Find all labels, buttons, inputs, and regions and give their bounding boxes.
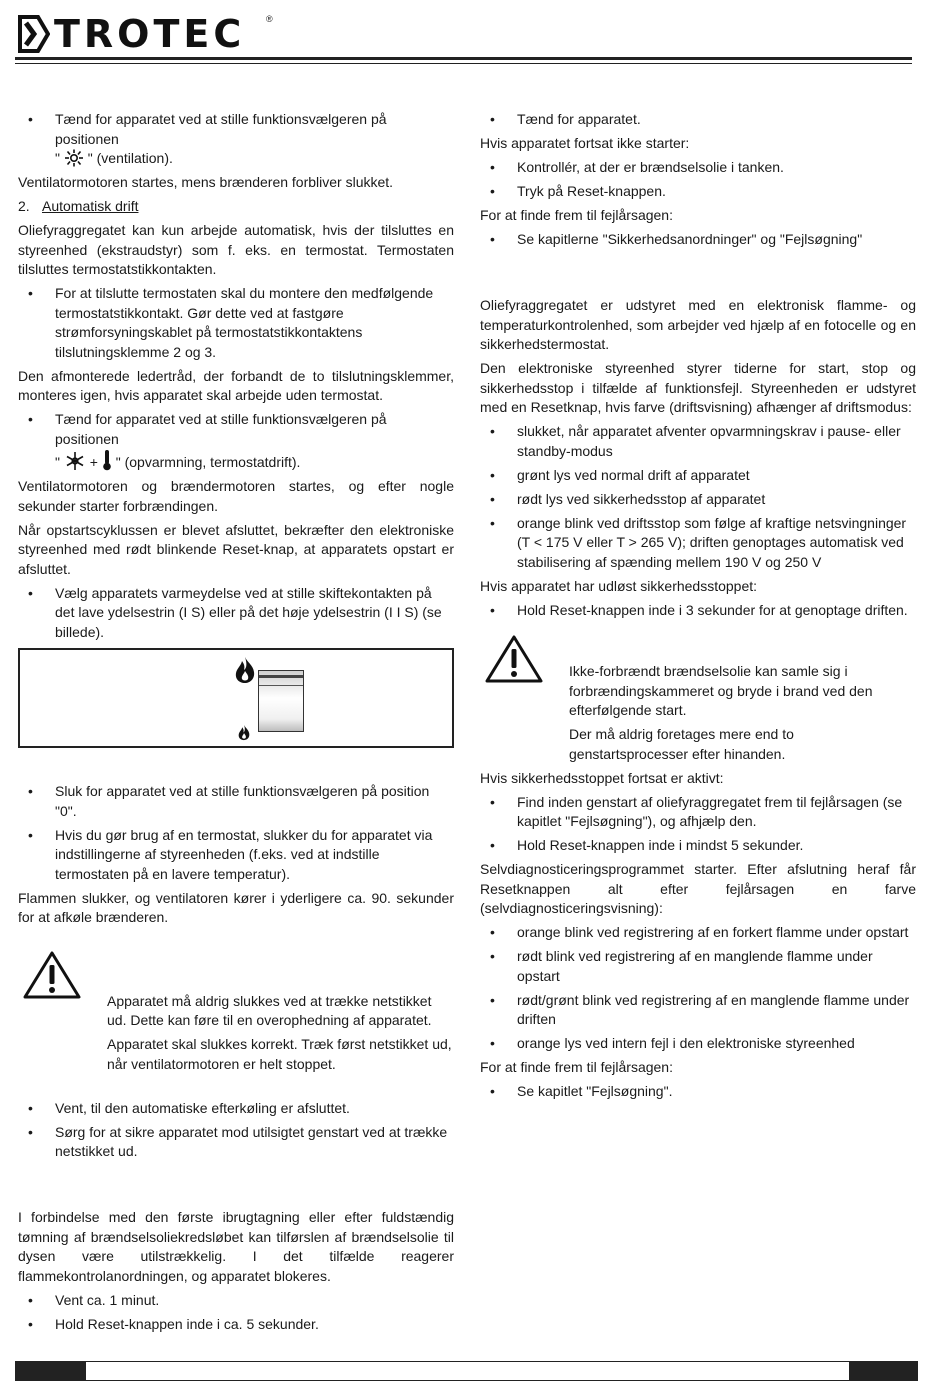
footer-bar (15, 1361, 918, 1381)
list-item: • rødt/grønt blink ved registrering af en manglende flamme under driften (480, 991, 916, 1030)
list-item: • grønt lys ved normal drift af apparatet (480, 466, 916, 486)
list-item: • rødt lys ved sikkerhedsstop af apparatet (480, 490, 916, 510)
warning-triangle-icon (22, 950, 82, 1000)
list-item: • Vent, til den automatiske efterkøling er afsluttet. (18, 1099, 454, 1119)
list-item: • Hold Reset-knappen inde i ca. 5 sekunder. (18, 1315, 454, 1335)
list-item: • Tænd for apparatet. (480, 110, 916, 130)
list-item: • Tænd for apparatet ved at stille funktionsvælgeren på positionen " + " (opvarmning, termostatdrift). (18, 410, 454, 473)
list-item: • orange blink ved driftsstop som følge af kraftige netsvingninger (T < 175 V eller T > 265 V); driften genoptages automatisk ved stabilisering af spænding mellem 190 V og 250 V (480, 514, 916, 573)
brand-logo (18, 14, 245, 54)
list-item: • Hvis du gør brug af en termostat, slukker du for apparatet via indstillingerne af styreenheden (f.eks. ved at indstille termostaten på en lavere temperatur). (18, 826, 454, 885)
warning-text: Apparatet må aldrig slukkes ved at trække netstikket ud. Dette kan føre til en overophedning af apparatet. (107, 992, 432, 1028)
list-item: • Kontrollér, at der er brændselsolie i tanken. (480, 158, 916, 178)
list-item: • Se kapitlet "Fejlsøgning". (480, 1082, 916, 1102)
list-item: • Find inden genstart af oliefyraggregatet frem til fejlårsagen (se kapitlet "Fejlsøgning"), og afhjælp den. (480, 793, 916, 832)
list-item: • slukket, når apparatet afventer opvarmningskrav i pause- eller standby-modus (480, 422, 916, 461)
list-item: • rødt blink ved registrering af en manglende flamme under opstart (480, 947, 916, 986)
flame-icon (237, 724, 251, 741)
list-item: • Hold Reset-knappen inde i 3 sekunder for at genoptage driften. (480, 601, 916, 621)
brand-name: TROTEC (54, 12, 246, 56)
snowflake-icon (64, 451, 86, 471)
paragraph: Flammen slukker, og ventilatoren kører i yderligere ca. 90. sekunder for at afkøle brænderen. (18, 889, 454, 925)
section-heading: 2. Automatisk drift (18, 198, 139, 214)
list-item: • Sørg for at sikre apparatet mod utilsigtet genstart ved at trække netstikket ud. (18, 1123, 454, 1162)
footer-block-right (849, 1362, 917, 1380)
warning-block (480, 634, 916, 764)
paragraph: For at finde frem til fejlårsagen: (480, 207, 673, 223)
paragraph: Hvis apparatet fortsat ikke starter: (480, 135, 690, 151)
paragraph: For at finde frem til fejlårsagen: (480, 1059, 673, 1075)
trotec-logo-icon (18, 15, 50, 53)
paragraph: Ventilatormotoren startes, mens brænderen forbliver slukket. (18, 174, 394, 190)
list-item: • Sluk for apparatet ved at stille funktionsvælgeren på position "0". (18, 782, 454, 821)
paragraph: Den afmonterede ledertråd, der forbandt de to tilslutningsklemmer, monteres igen, hvis apparatet skal arbejde uden termostat. (18, 367, 454, 403)
list-item: • Tryk på Reset-knappen. (480, 182, 916, 202)
thermometer-icon (102, 449, 112, 471)
flame-icon (233, 656, 257, 684)
warning-text: Ikke-forbrændt brændselsolie kan samle sig i forbrændingskammeret og bryde i brand ved den efterfølgende start. (569, 663, 873, 718)
registered-mark: ® (266, 14, 273, 24)
paragraph: Hvis apparatet har udløst sikkerhedsstoppet: (480, 577, 758, 594)
power-switch-figure (18, 648, 454, 748)
paragraph: Oliefyraggregatet kan kun arbejde automatisk, hvis der tilsluttes en styreenhed (ekstraudstyr) som f. eks. en termostat. Termostaten tilsluttes termostatstikkontakten. (18, 222, 454, 277)
paragraph: Ventilatormotoren og brændermotoren startes, og efter nogle sekunder starter forbrændingen. (18, 478, 454, 514)
power-switch (258, 670, 304, 732)
warning-text: Apparatet skal slukkes korrekt. Træk først netstikket ud, når ventilatormotoren er helt stoppet. (107, 1036, 452, 1072)
paragraph: Oliefyraggregatet er udstyret med en elektronisk flamme- og temperaturkontrolenhed, som arbejder ved hjælp af en fotocelle og en sikkerhedstermostat. (480, 297, 916, 352)
footer-block-left (16, 1362, 86, 1380)
list-item: • Se kapitlerne "Sikkerhedsanordninger" og "Fejlsøgning" (480, 230, 916, 250)
warning-triangle-icon (484, 634, 544, 684)
header-rule (15, 57, 912, 60)
list-item: • Hold Reset-knappen inde i mindst 5 sekunder. (480, 836, 916, 856)
list-item: • orange lys ved intern fejl i den elektroniske styreenhed (480, 1034, 916, 1054)
paragraph: Selvdiagnosticeringsprogrammet starter. Efter afslutning heraf får Resetknappen alt efter fejlårsagen en farve (selvdiagnosticeringsvisning): (480, 861, 916, 916)
list-item: • Vent ca. 1 minut. (18, 1291, 454, 1311)
paragraph: Når opstartscyklussen er blevet afsluttet, bekræfter den elektroniske styreenhed med rødt blinkende Reset-knap, at apparatets opstart er afsluttet. (18, 521, 454, 577)
list-item: • For at tilslutte termostaten skal du montere den medfølgende termostatstikkontakt. Gør dette ved at fastgøre strømforsyningskablet på termostatstikkontaktens tilslutningsklemme 2 og 3. (18, 284, 454, 362)
paragraph: Hvis sikkerhedsstoppet fortsat er aktivt: (480, 769, 724, 786)
warning-text: Der må aldrig foretages mere end to genstartsprocesser efter hinanden. (569, 726, 794, 762)
list-item: • Vælg apparatets varmeydelse ved at stille skiftekontakten på det lave ydelsestrin (I S) eller på det høje ydelsestrin (I I S) (se billede). (18, 584, 454, 643)
list-item: • orange blink ved registrering af en forkert flamme under opstart (480, 923, 916, 943)
fan-icon (64, 149, 84, 167)
paragraph: I forbindelse med den første ibrugtagning eller efter fuldstændig tømning af brændselsoliekredsløbet kan tilførslen af brændselsolie til dysen være utilstrækkelig. I det tilfælde reagerer flammekontrolanordningen, og apparatet blokeres. (18, 1209, 454, 1284)
right-column (480, 110, 916, 1106)
paragraph: Den elektroniske styreenhed styrer tiderne for start, stop og sikkerhedsstop i tilfælde af funktionsfejl. Styreenheden er udstyret med en Resetknap, hvis farve (driftsvisning) afhænger af driftsmodus: (480, 360, 916, 415)
list-item: • Tænd for apparatet ved at stille funktionsvælgeren på positionen " " (ventilation). (18, 110, 454, 169)
left-column (18, 110, 454, 1339)
header-rule-thin (15, 63, 912, 64)
warning-block (18, 950, 454, 1075)
